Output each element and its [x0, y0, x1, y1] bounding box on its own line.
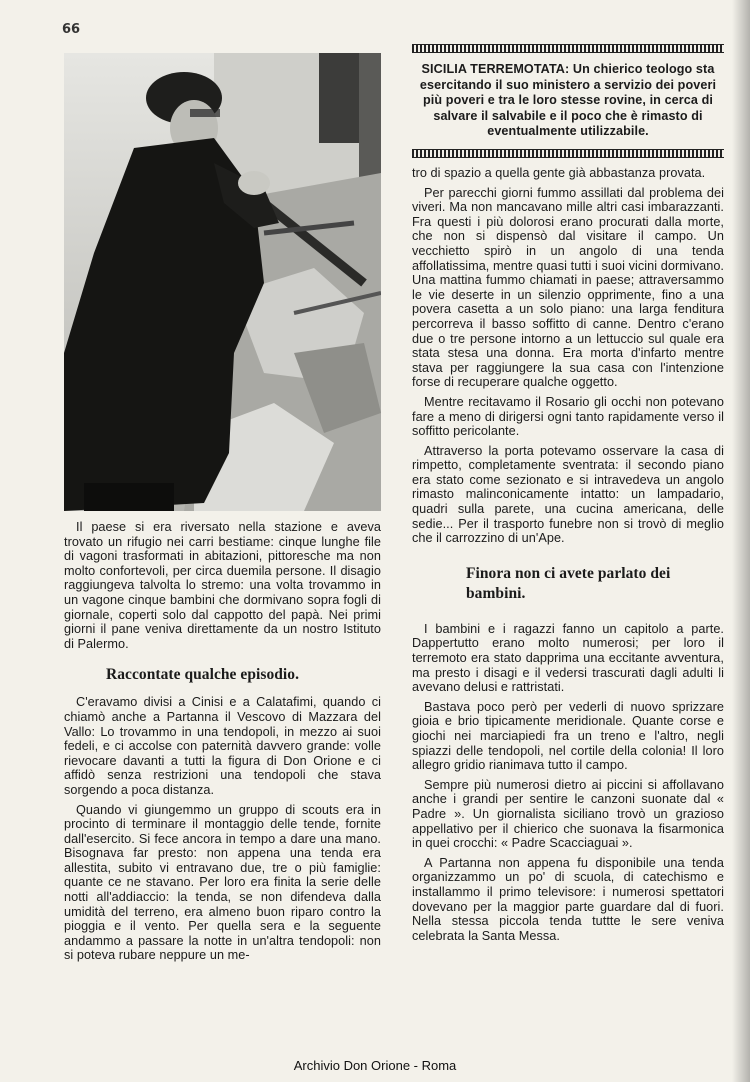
paragraph: C'eravamo divisi a Cinisi e a Calatafimi, quando ci chiamò anche a Partanna il Vescovo di Mazzara del Vallo: Lo trovammo in una tendopoli, in mezzo ai suoi fedeli, e ci accolse con paternità davvero grande: volle rievocare davanti a tutti la figura di Don Orione e ci affidò senza restrizioni una tendopoli che stava sorgendo a poca distanza. — [64, 695, 381, 797]
caption-box — [412, 44, 724, 156]
paragraph: Mentre recitavamo il Rosario gli occhi non potevano fare a meno di dirigersi ogni tanto rapidamente verso il soffitto pericolante. — [412, 394, 724, 439]
paragraph: Bastava poco però per vederli di nuovo sprizzare gioia e brio tipicamente meridionale. Quante corse e giochi nei marciapiedi fra un treno e l'altro, negli spiazzi delle tendopoli, nel cortile della colonia! Il loro allegro gridio rianimava tutto il campo. — [412, 699, 724, 773]
page-edge-shadow — [732, 0, 750, 1082]
paragraph: Quando vi giungemmo un gruppo di scouts era in procinto di terminare il montaggio delle tende, fornite dall'esercito. Si fece ancora in tempo a dare una mano. Bisognava far presto: non appena una tenda era allestita, subito vi entravano due, tre o più famiglie: quante ce ne stavano. Per loro era finita la serie delle notti all'addiaccio: la tenda, se non difendeva dalla umidità del terreno, era almeno buon riparo contro la pioggia e il vento. Per quella sera e la seguente andammo a passare la notte in un'altra tendopoli: non si poteva rubare neppure un me- — [64, 802, 381, 963]
photo-illustration — [64, 53, 381, 511]
right-column — [412, 166, 724, 948]
archive-footer: Archivio Don Orione - Roma — [293, 1058, 457, 1073]
priest-in-rubble-photo — [64, 53, 381, 511]
caption-bottom-rule — [412, 149, 724, 158]
paragraph: Per parecchi giorni fummo assillati dal problema dei viveri. Ma non mancavano mille altri casi imbarazzanti. Fra questi i più dolorosi erano procurati dalla morte, che non si dispensò dal visitare il campo. Un vecchietto spirò in un angolo di una tenda affollatissima, mentre quasi tutti i suoi vicini dormivano. Una mattina fummo chiamati in paese; attraversammo le vie deserte in un silenzio opprimente, fino a una povera casetta a un solo piano: una larga fenditura percorreva il basso soffitto di canne. Dentro c'erano due o tre persone intorno a un lettuccio sul quale era stata stesa una donna. Era morta d'infarto mentre stava per raggiungere la sua casa con l'intenzione forse di recuperare qualche oggetto. — [412, 185, 724, 390]
left-column — [64, 520, 381, 968]
caption-top-rule — [412, 44, 724, 53]
section-heading: Finora non ci avete parlato dei bambini. — [466, 564, 671, 602]
photo-caption: SICILIA TERREMOTATA: Un chierico teologo sta esercitando il suo ministero a servizio dei poveri più poveri e tra le loro stesse rovine, in cerca di salvare il salvabile e il poco che è rimasto di eventualmente utilizzabile. — [419, 62, 717, 138]
paragraph: I bambini e i ragazzi fanno un capitolo a parte. Dappertutto erano molto numerosi; per loro il terremoto era stato dapprima una eccitante avventura, ma presto i disagi e il vedersi trascurati dagli adulti li avevano delusi e rattristati. — [412, 621, 724, 695]
paragraph: Il paese si era riversato nella stazione e aveva trovato un rifugio nei carri bestiame: cinque lunghe file di vagoni trasformati in abitazioni, pittoresche ma non molto confortevoli, per circa duemila persone. Il disagio raggiungeva talvolta lo stremo: una volta trovammo in un vagone cinque bambini che dormivano sopra fogli di giornale, coperti solo dal cappotto del papà. Nei primi giorni il pane veniva direttamente da un nostro Istituto di Palermo. — [64, 520, 381, 651]
paragraph: Sempre più numerosi dietro ai piccini si affollavano anche i grandi per sentire le canzoni suonate dal « Padre ». Un giornalista siciliano trovò un grazioso appellativo per il chierico che suonava la fisarmonica in quei crocchi: « Padre Scacciaguai ». — [412, 777, 724, 851]
section-heading: Raccontate qualche episodio. — [106, 666, 299, 684]
page-number: 66 — [62, 22, 81, 37]
paragraph: A Partanna non appena fu disponibile una tenda organizzammo un po' di scuola, di catechismo e installammo il primo televisore: i numerosi spettatori dovevano per la maggior parte guardare dal di fuori. Nella stessa piccola tenda tuttte le sere veniva celebrata la Santa Messa. — [412, 855, 724, 943]
paragraph: tro di spazio a quella gente già abbastanza provata. — [412, 166, 706, 180]
paragraph: Attraverso la porta potevamo osservare la casa di rimpetto, completamente sventrata: il secondo piano era stato come sezionato e si intravedeva un angolo rimasto malinconicamente intatto: un lampadario, quadri sulla parete, una cucina americana, delle sedie... Per il trasporto funebre non si trovò di meglio che il carrozzino di un'Ape. — [412, 443, 724, 546]
